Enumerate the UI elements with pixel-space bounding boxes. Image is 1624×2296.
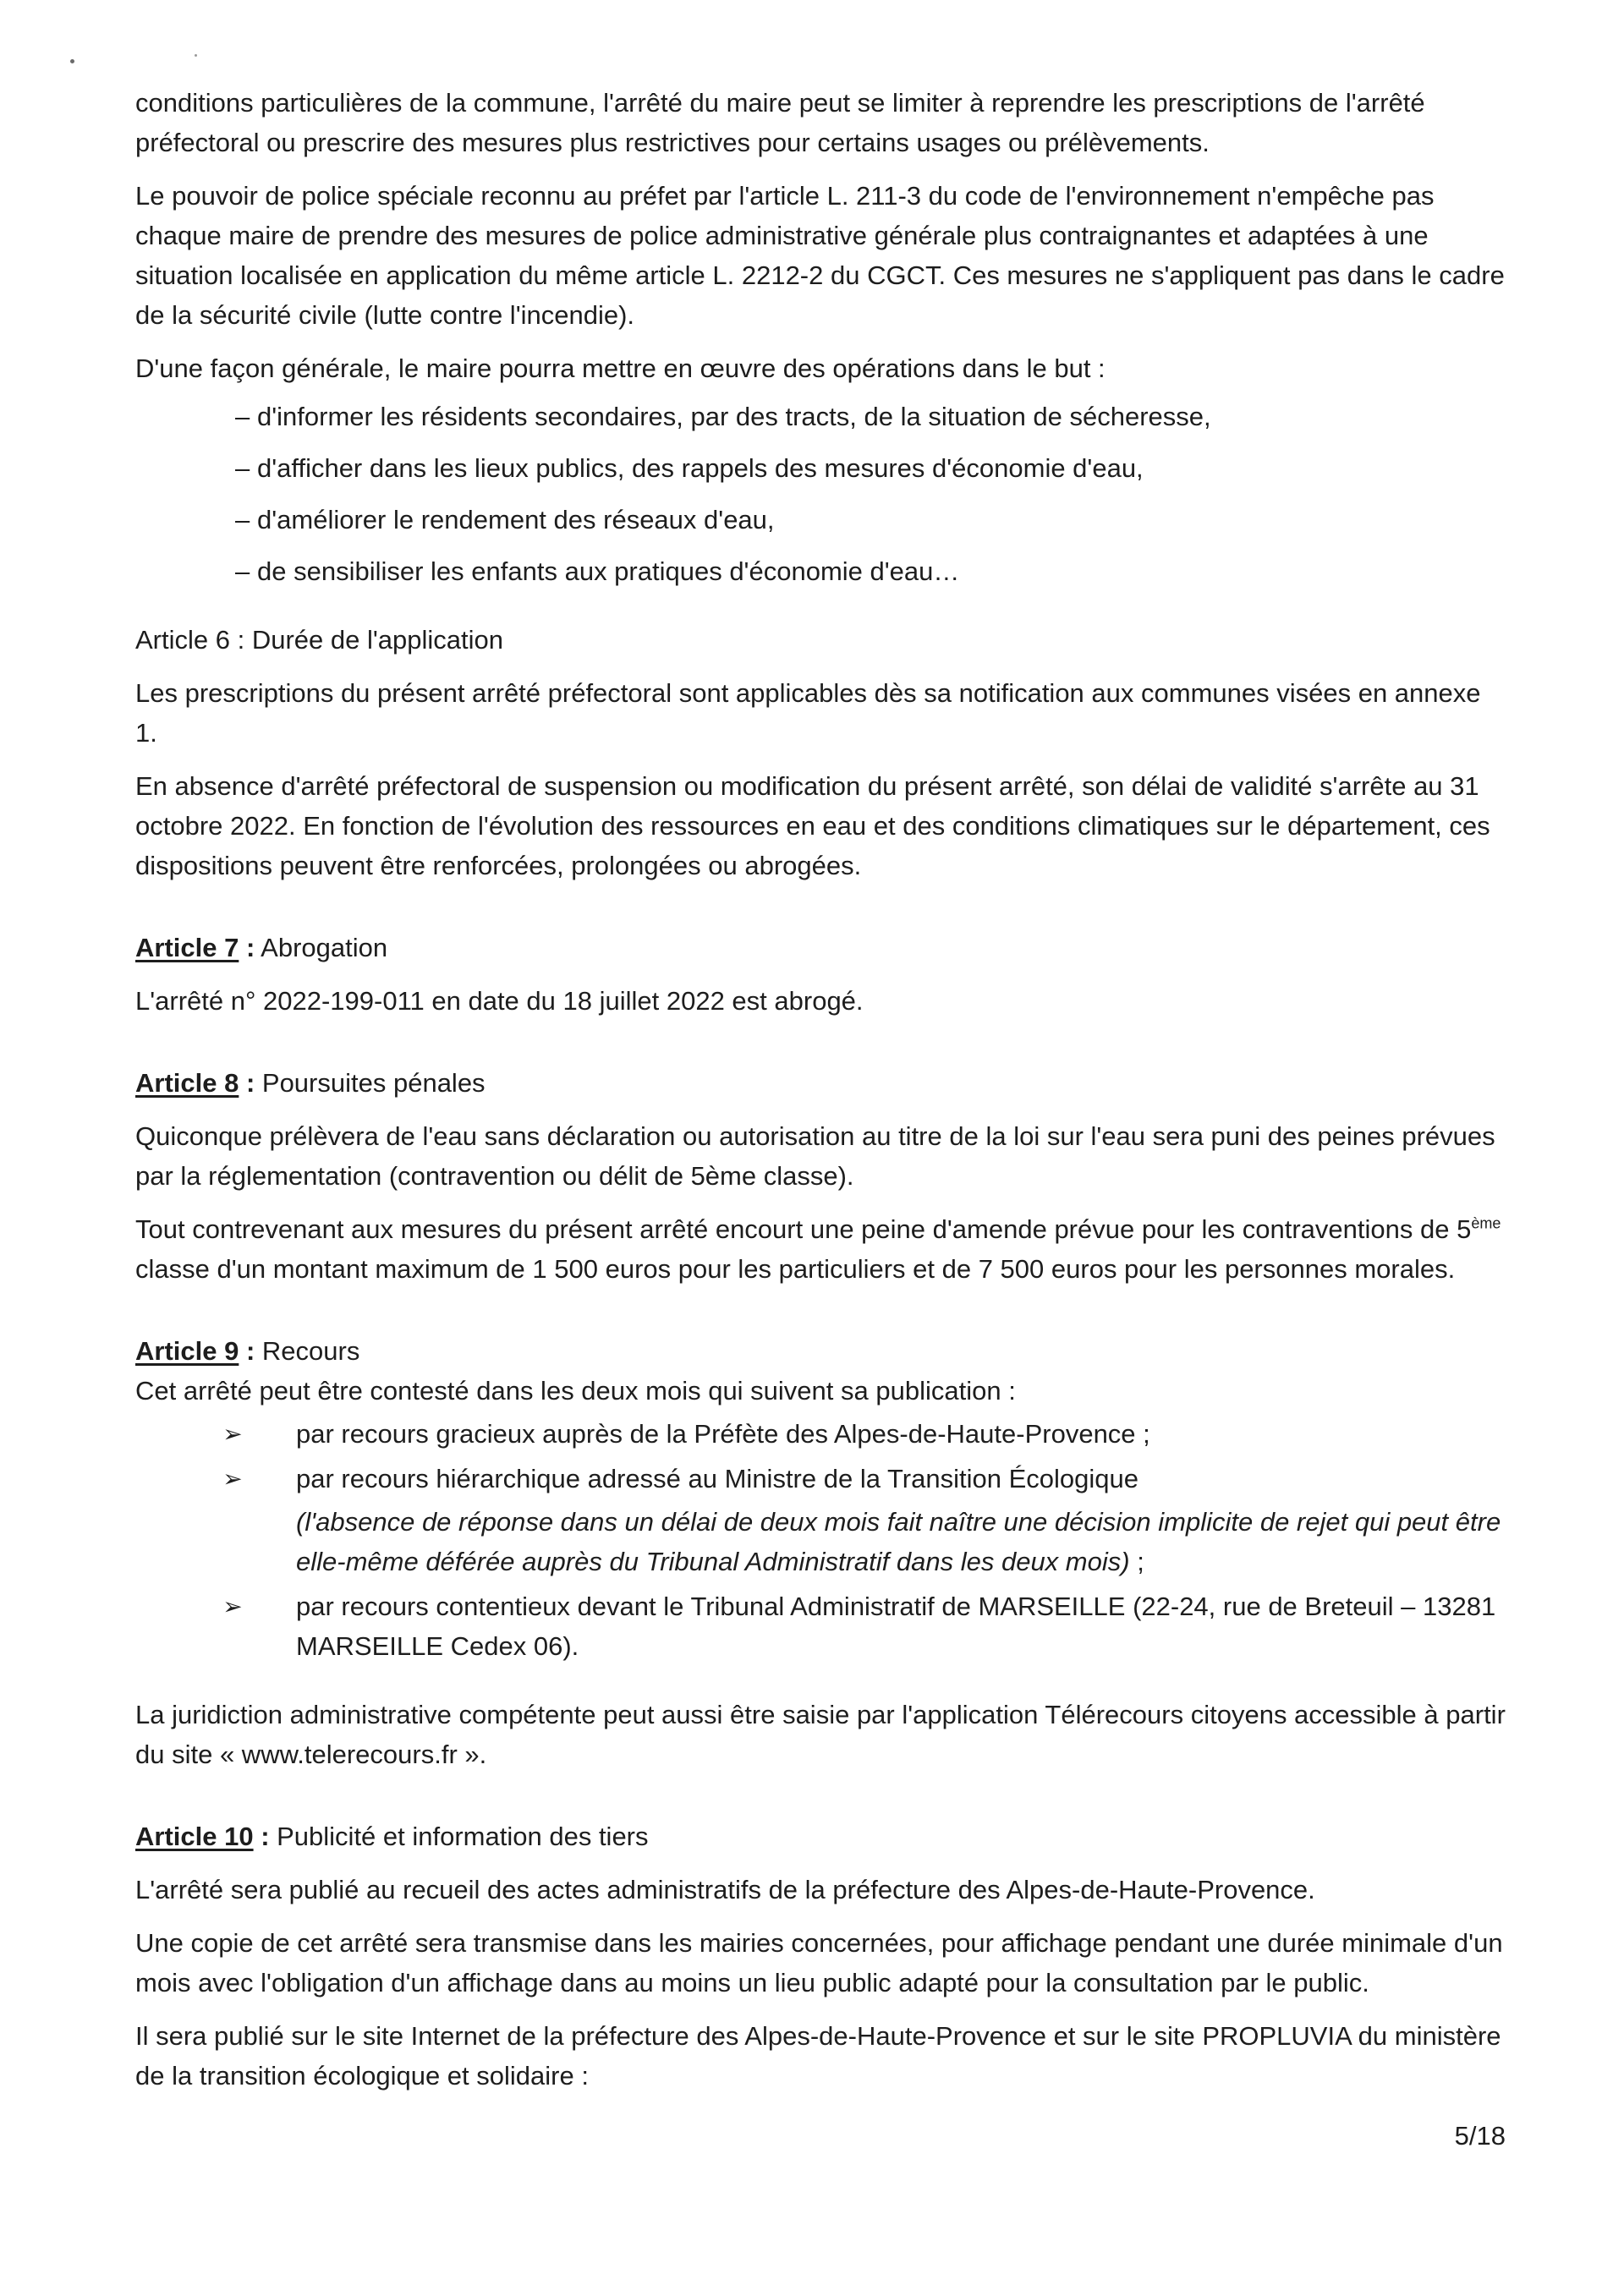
intro-paragraph: conditions particulières de la commune, l'arrêté du maire peut se limiter à reprendre les prescriptions de l'arrêté préfectoral ou prescrire des mesures plus restrictives pour certains usages ou prélèvements. bbox=[135, 88, 1425, 157]
article-10-paragraph: L'arrêté sera publié au recueil des actes administratifs de la préfecture des Alpes-de-Haute-Provence. bbox=[135, 1875, 1315, 1904]
dash-bullet: – bbox=[235, 505, 250, 534]
article-10-paragraph: Une copie de cet arrêté sera transmise dans les mairies concernées, pour affichage pendant une durée minimale d'un mois avec l'obligation d'un affichage dans au moins un lieu public adapté pour la consultation par le public. bbox=[135, 1928, 1503, 1997]
article-7-paragraph: L'arrêté n° 2022-199-011 en date du 18 juillet 2022 est abrogé. bbox=[135, 986, 864, 1016]
dash-bullet: – bbox=[235, 402, 250, 431]
appeal-options-list bbox=[135, 1414, 1506, 1666]
document-page bbox=[135, 83, 1506, 2096]
article-9-paragraph: La juridiction administrative compétente peut aussi être saisie par l'application Télérecours citoyens accessible à partir du site « www.telerecours.fr ». bbox=[135, 1700, 1506, 1769]
article-10-paragraph: Il sera publié sur le site Internet de la préfecture des Alpes-de-Haute-Provence et sur le site PROPLUVIA du ministère de la transition écologique et solidaire : bbox=[135, 2021, 1501, 2091]
list-item: ➢ par recours contentieux devant le Tribunal Administratif de MARSEILLE (22-24, rue de Breteuil – 13281 MARSEILLE Cedex 06). bbox=[135, 1586, 1506, 1666]
list-item: ➢ par recours hiérarchique adressé au Ministre de la Transition Écologique (l'absence de réponse dans un délai de deux mois fait naître une décision implicite de rejet qui peut être elle-même déférée auprès du Tribunal Administratif dans les deux mois) ; bbox=[135, 1459, 1506, 1581]
article-6-heading: Article 6 : Durée de l'application bbox=[135, 625, 503, 655]
article-8-paragraph: Tout contrevenant aux mesures du présent arrêté encourt une peine d'amende prévue pour les contraventions de 5ème classe d'un montant maximum de 1 500 euros pour les particuliers et de 7 500 euros pour les personnes morales. bbox=[135, 1214, 1501, 1284]
intro-paragraph: Le pouvoir de police spéciale reconnu au préfet par l'article L. 211-3 du code de l'environnement n'empêche pas chaque maire de prendre des mesures de police administrative générale plus contraignantes et adaptées à une situation localisée en application du même article L. 2212-2 du CGCT. Ces mesures ne s'appliquent pas dans le cadre de la sécurité civile (lutte contre l'incendie). bbox=[135, 181, 1505, 330]
article-8-paragraph: Quiconque prélèvera de l'eau sans déclaration ou autorisation au titre de la loi sur l'eau sera puni des peines prévues par la réglementation (contravention ou délit de 5ème classe). bbox=[135, 1121, 1495, 1191]
article-7-heading: Article 7 : Abrogation bbox=[135, 933, 388, 962]
article-9-heading: Article 9 : Recours bbox=[135, 1336, 360, 1366]
mayor-actions-list bbox=[135, 397, 1506, 591]
page-number: 5/18 bbox=[1454, 2121, 1506, 2151]
scan-speck bbox=[195, 54, 197, 57]
article-6-paragraph: Les prescriptions du présent arrêté préfectoral sont applicables dès sa notification aux communes visées en annexe 1. bbox=[135, 678, 1481, 748]
article-9-paragraph: Cet arrêté peut être contesté dans les deux mois qui suivent sa publication : bbox=[135, 1376, 1016, 1406]
dash-bullet: – bbox=[235, 453, 250, 483]
article-6-paragraph: En absence d'arrêté préfectoral de suspension ou modification du présent arrêté, son délai de validité s'arrête au 31 octobre 2022. En fonction de l'évolution des ressources en eau et des conditions climatiques sur le département, ces dispositions peuvent être renforcées, prolongées ou abrogées. bbox=[135, 771, 1490, 880]
article-8-heading: Article 8 : Poursuites pénales bbox=[135, 1068, 486, 1098]
list-item: – d'afficher dans les lieux publics, des rappels des mesures d'économie d'eau, bbox=[235, 448, 1506, 488]
list-item: – d'informer les résidents secondaires, par des tracts, de la situation de sécheresse, bbox=[235, 397, 1506, 436]
scan-speck bbox=[70, 59, 74, 63]
appeal-note: (l'absence de réponse dans un délai de deux mois fait naître une décision implicite de rejet qui peut être elle-même déférée auprès du Tribunal Administratif dans les deux mois) ; bbox=[296, 1507, 1501, 1576]
list-item: – de sensibiliser les enfants aux pratiques d'économie d'eau… bbox=[235, 551, 1506, 591]
list-item: – d'améliorer le rendement des réseaux d'eau, bbox=[235, 500, 1506, 540]
intro-paragraph: D'une façon générale, le maire pourra mettre en œuvre des opérations dans le but : bbox=[135, 353, 1106, 383]
article-10-heading: Article 10 : Publicité et information des tiers bbox=[135, 1822, 649, 1851]
arrow-bullet-icon: ➢ bbox=[222, 1421, 243, 1447]
arrow-bullet-icon: ➢ bbox=[222, 1593, 243, 1619]
arrow-bullet-icon: ➢ bbox=[222, 1466, 243, 1492]
dash-bullet: – bbox=[235, 556, 250, 586]
list-item: ➢ par recours gracieux auprès de la Préfète des Alpes-de-Haute-Provence ; bbox=[135, 1414, 1506, 1454]
